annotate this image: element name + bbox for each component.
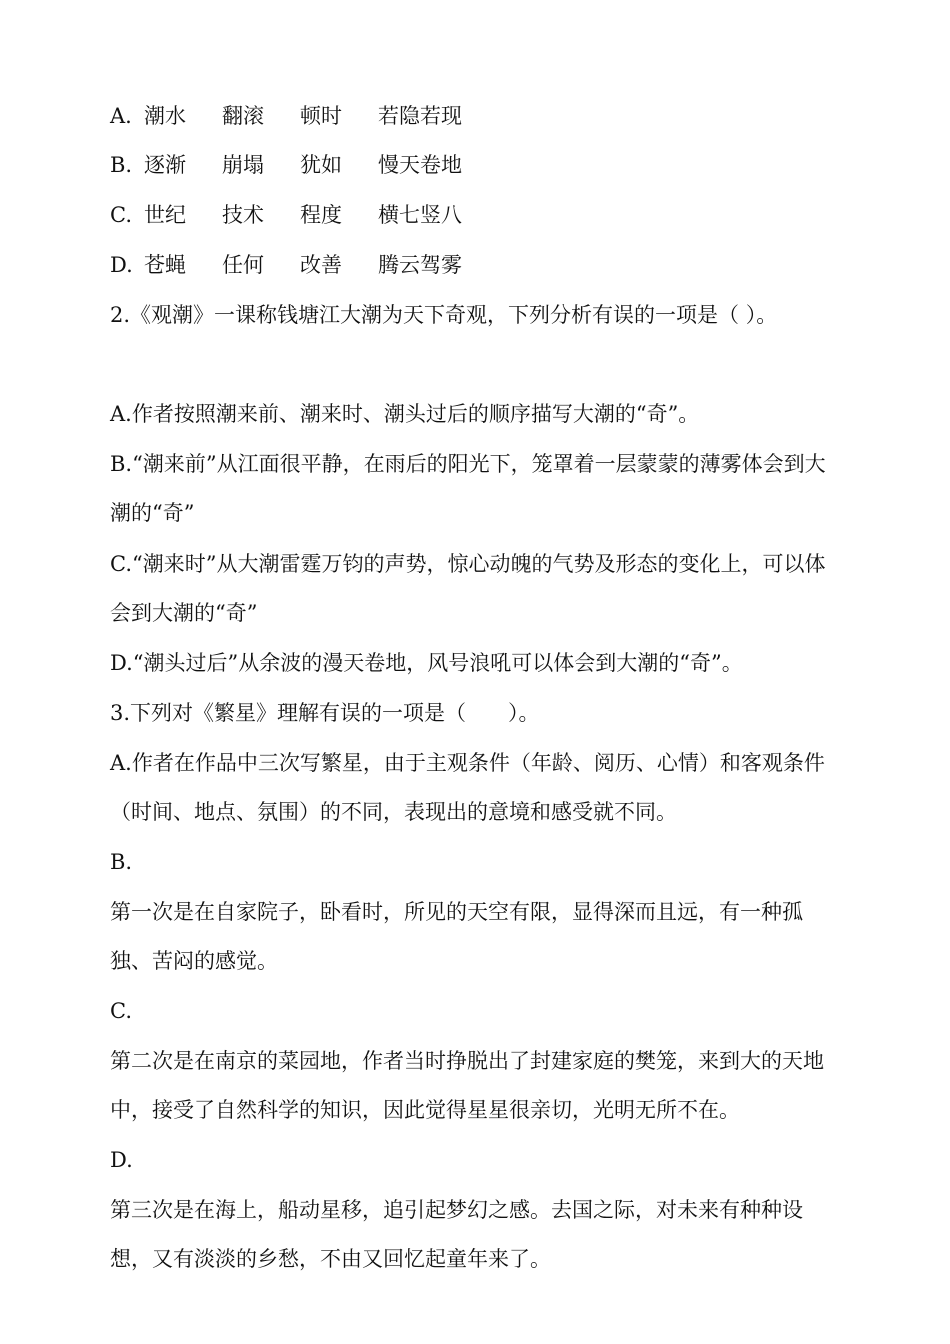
q1-option-c: C. 世纪 技术 程度 横七竖八 <box>110 203 462 227</box>
q2-option-a: A.作者按照潮来前、潮来时、潮头过后的顺序描写大潮的“奇”。 <box>110 402 700 426</box>
q3-option-c-text: 第二次是在南京的菜园地，作者当时挣脱出了封建家庭的樊笼，来到大的天地中，接受了自然科学的知识，因此觉得星星很亲切，光明无所不在。 <box>110 1049 824 1122</box>
q3-option-b-label: B. <box>110 850 133 874</box>
q3-stem: 3.下列对《繁星》理解有误的一项是（ ）。 <box>110 701 540 725</box>
q3-option-d-text: 第三次是在海上，船动星移，追引起梦幻之感。去国之际，对未来有种种设想，又有淡淡的乡愁，不由又回忆起童年来了。 <box>110 1198 803 1271</box>
q3-option-d-label: D. <box>110 1148 133 1172</box>
q3-option-c-label: C. <box>110 999 132 1023</box>
q1-option-b: B. 逐渐 崩塌 犹如 慢天卷地 <box>110 153 462 177</box>
q3-option-b-text: 第一次是在自家院子，卧看时，所见的天空有限，显得深而且远，有一种孤独、苦闷的感觉。 <box>110 900 803 973</box>
q1-option-d: D. 苍蝇 任何 改善 腾云驾雾 <box>110 253 462 277</box>
q2-stem: 2.《观潮》一课称钱塘江大潮为天下奇观，下列分析有误的一项是（ ）。 <box>110 303 778 327</box>
q2-option-c: C.“潮来时”从大潮雷霆万钧的声势，惊心动魄的气势及形态的变化上，可以体会到大潮的“奇” <box>110 552 826 625</box>
q2-option-b: B.“潮来前”从江面很平静，在雨后的阳光下，笼罩着一层蒙蒙的薄雾体会到大潮的“奇” <box>110 452 826 525</box>
q1-option-a: A. 潮水 翻滚 顿时 若隐若现 <box>110 104 462 128</box>
q3-option-a: A.作者在作品中三次写繁星，由于主观条件（年龄、阅历、心情）和客观条件（时间、地点、氛围）的不同，表现出的意境和感受就不同。 <box>110 751 825 824</box>
q2-option-d: D.“潮头过后”从余波的漫天卷地，风号浪吼可以体会到大潮的“奇”。 <box>110 651 743 675</box>
